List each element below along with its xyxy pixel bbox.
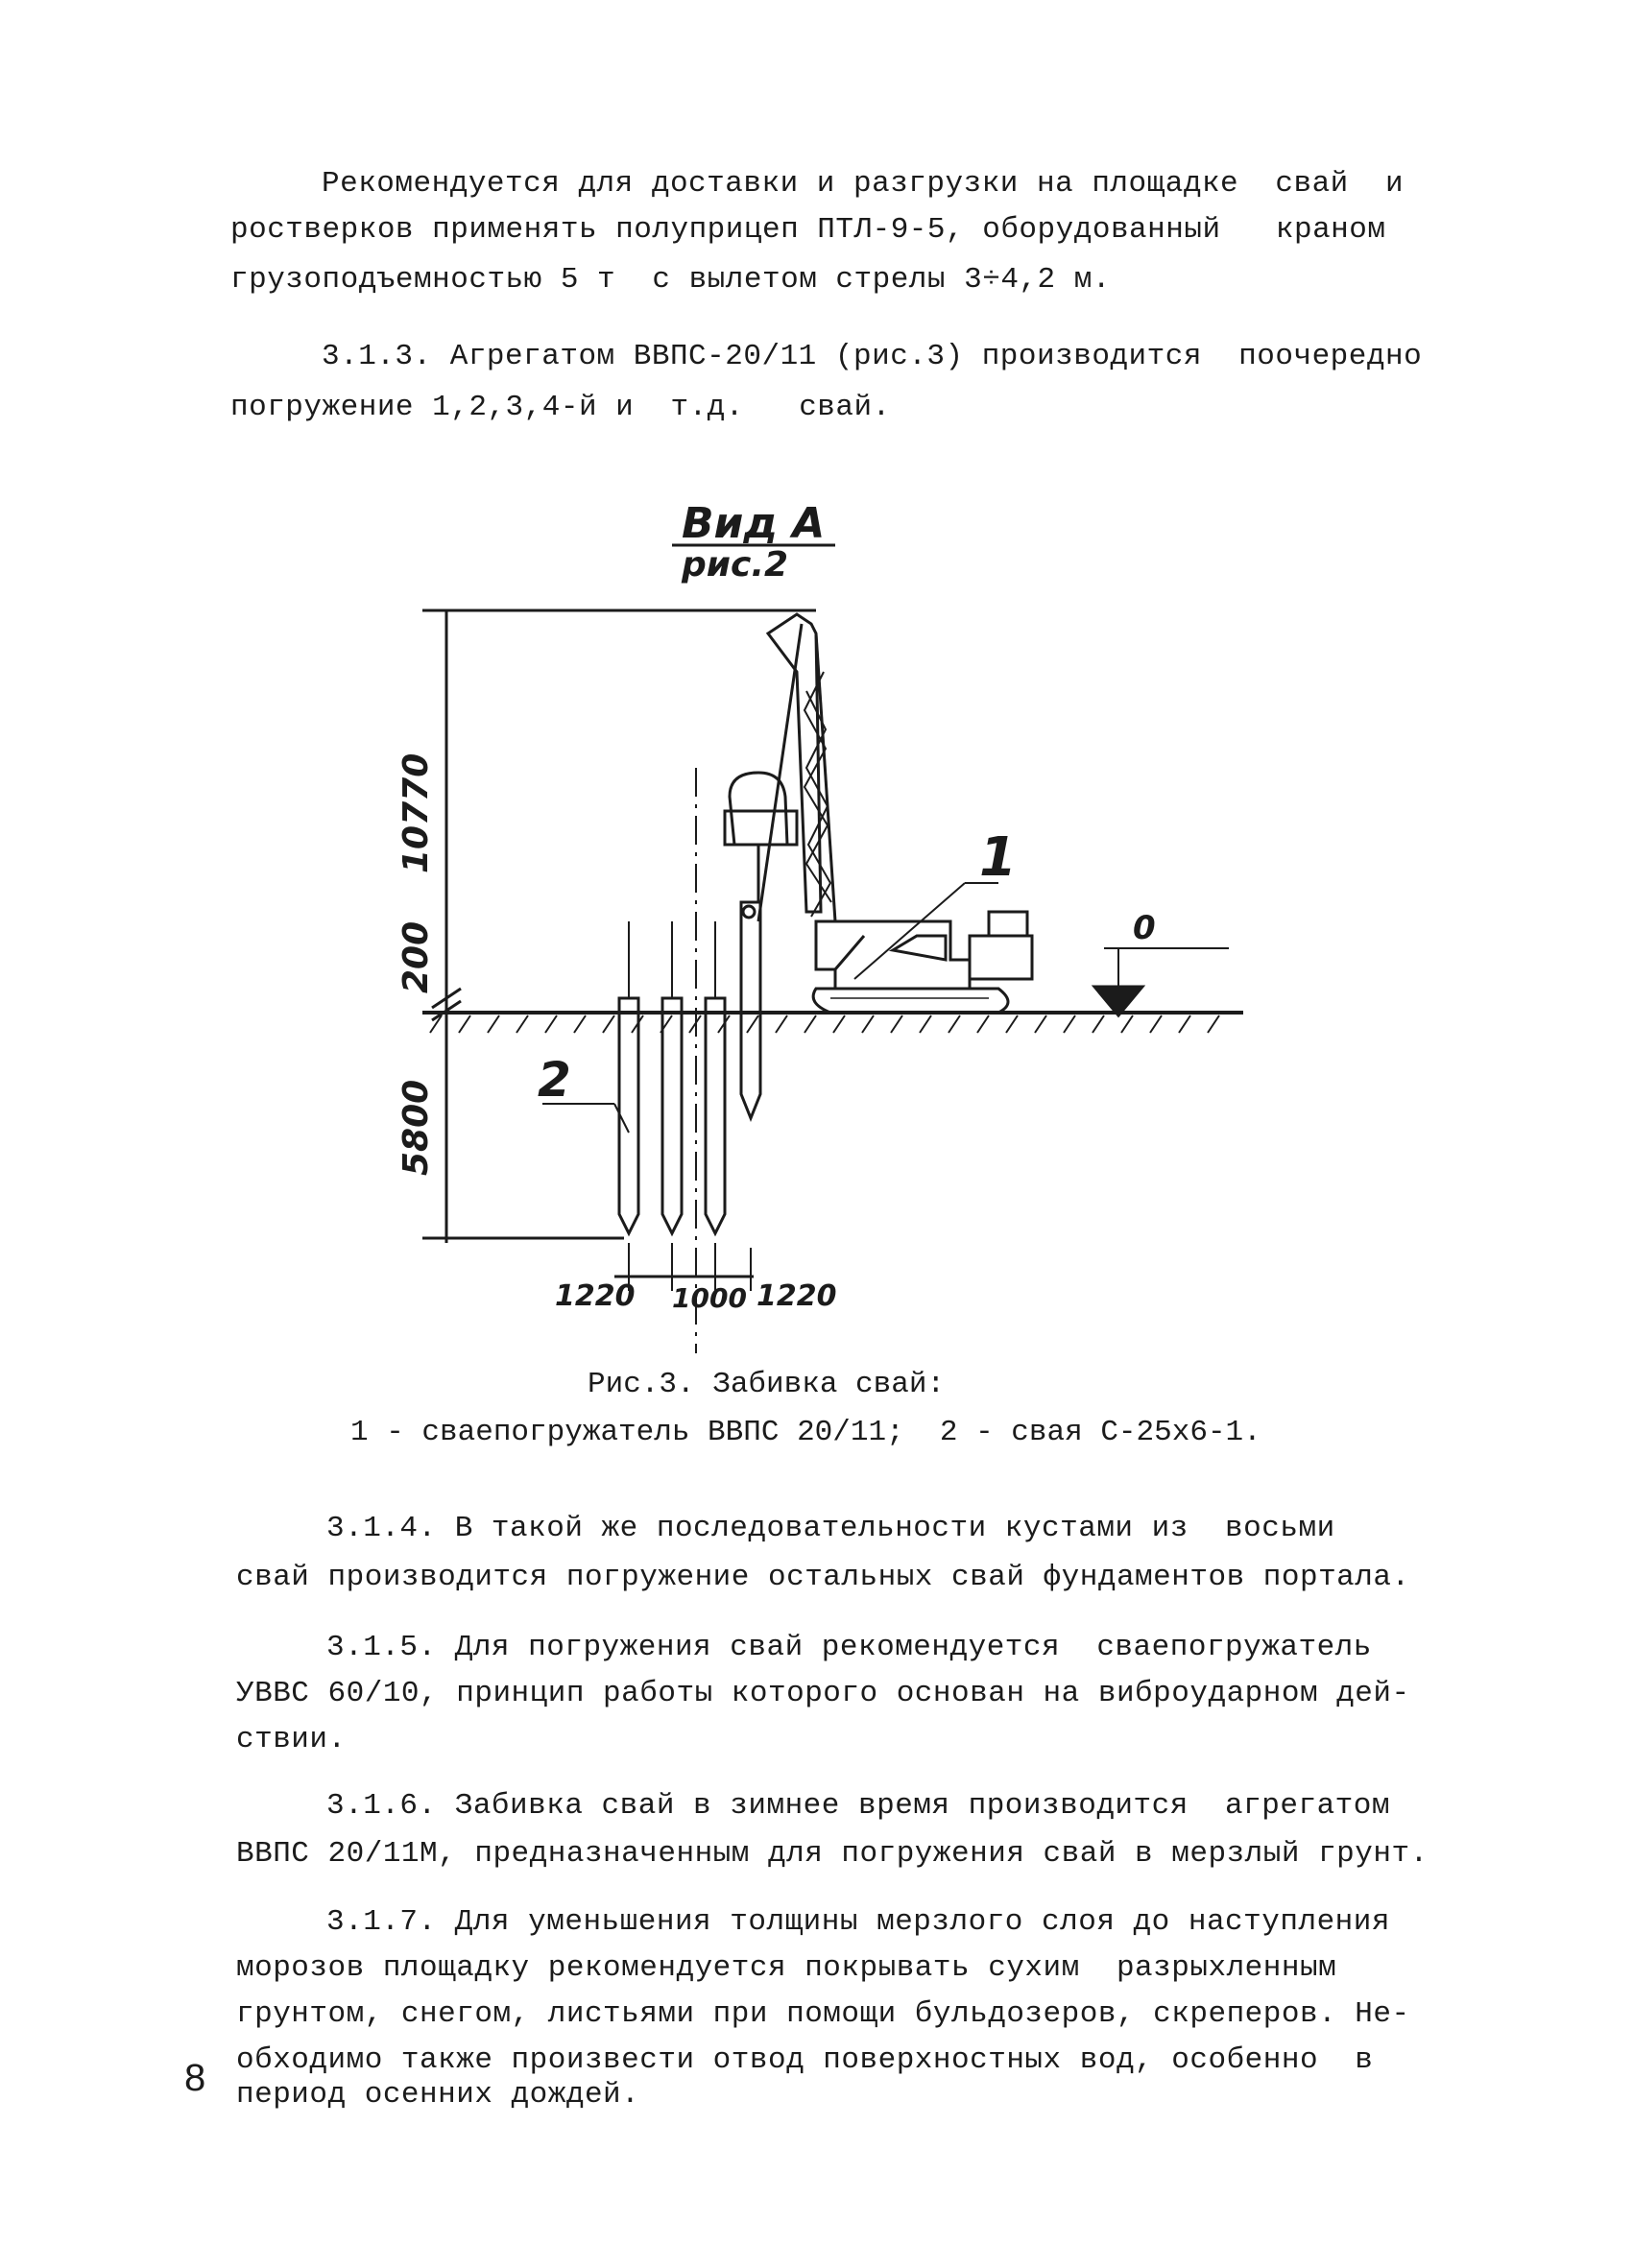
para-4-line-3: ствии. <box>236 1723 347 1756</box>
para-4-line-1: 3.1.5. Для погружения свай рекомендуется сваепогружатель <box>326 1631 1372 1664</box>
pile-3 <box>706 921 725 1233</box>
para-5-line-1: 3.1.6. Забивка свай в зимнее время производится агрегатом <box>326 1789 1390 1823</box>
pile-4 <box>741 902 760 1118</box>
dim-1000: 1000 <box>672 1282 747 1314</box>
ground-hatching <box>430 1015 1219 1033</box>
dim-200: 200 <box>396 920 436 993</box>
para-3-line-2: свай производится погружение остальных свай фундаментов портала. <box>236 1561 1410 1594</box>
para-6-line-2: морозов площадку рекомендуется покрывать сухим разрыхленным <box>236 1951 1337 1985</box>
dim-5800: 5800 <box>396 1079 436 1176</box>
callout-1-leader <box>854 883 965 979</box>
pile-driver-rig <box>725 614 1032 1013</box>
dim-10770: 10770 <box>396 752 436 873</box>
callout-2-label: 2 <box>538 1052 571 1108</box>
dim-1220-right: 1220 <box>756 1279 837 1313</box>
para-1-line-3: грузоподъемностью 5 т с вылетом стрелы 3÷4,2 м. <box>230 263 1111 297</box>
para-2-line-1: 3.1.3. Агрегатом ВВПС-20/11 (рис.3) производится поочередно <box>322 340 1423 373</box>
para-4-line-2: УВВС 60/10, принцип работы которого основан на виброударном дей- <box>236 1677 1410 1710</box>
para-6-line-4: обходимо также произвести отвод поверхностных вод, особенно в <box>236 2043 1374 2077</box>
para-6-line-1: 3.1.7. Для уменьшения толщины мерзлого слоя до наступления <box>326 1905 1390 1939</box>
dim-1220-left: 1220 <box>555 1279 636 1313</box>
pile-1 <box>619 921 638 1233</box>
figure-caption-title: Рис.3. Забивка свай: <box>588 1368 946 1401</box>
para-1-line-1: Рекомендуется для доставки и разгрузки на площадке свай и <box>322 167 1405 201</box>
page-number: 8 <box>184 2057 206 2099</box>
figure-caption-legend: 1 - сваепогружатель ВВПС 20/11; 2 - свая С-25х6-1. <box>350 1416 1261 1449</box>
para-6-line-5: период осенних дождей. <box>236 2078 640 2112</box>
level-mark-label: 0 <box>1133 909 1156 947</box>
view-label: Вид А <box>682 499 826 548</box>
para-3-line-1: 3.1.4. В такой же последовательности кустами из восьми <box>326 1512 1335 1545</box>
para-6-line-3: грунтом, снегом, листьями при помощи бульдозеров, скреперов. Не- <box>236 1997 1410 2031</box>
level-mark-icon <box>1094 948 1229 1015</box>
para-5-line-2: ВВПС 20/11М, предназначенным для погружения свай в мерзлый грунт. <box>236 1837 1429 1871</box>
para-1-line-2: ростверков применять полуприцеп ПТЛ-9-5, оборудованный краном <box>230 213 1386 247</box>
callout-1-label: 1 <box>979 826 1017 889</box>
para-2-line-2: погружение 1,2,3,4-й и т.д. свай. <box>230 391 891 424</box>
view-reference: рис.2 <box>682 545 789 585</box>
pile-2 <box>662 921 682 1233</box>
